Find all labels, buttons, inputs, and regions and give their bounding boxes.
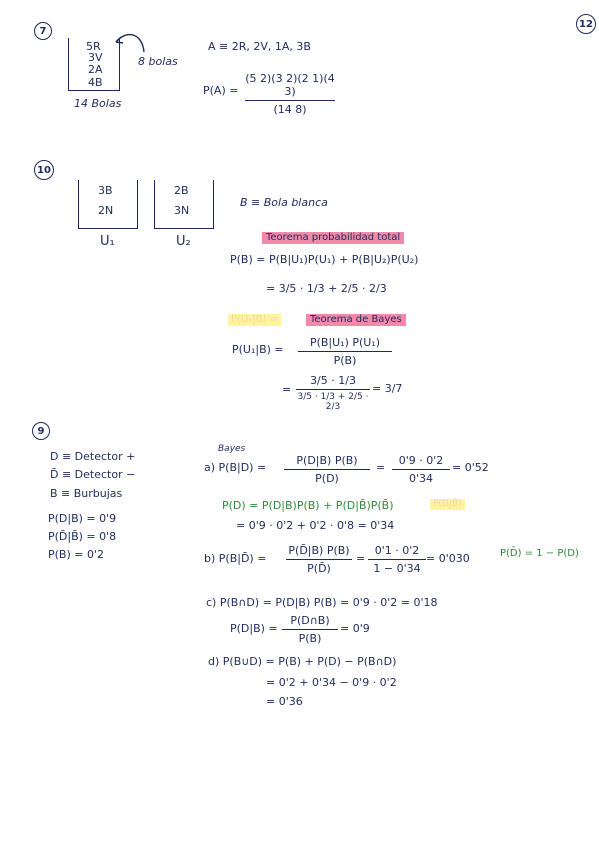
urn-label: U₂ [176, 234, 191, 249]
part-a-numeric-numerator: 0'9 · 0'2 [398, 454, 444, 467]
part-a-fraction [284, 454, 370, 485]
part-c-sub-left: P(D|B) = [230, 622, 278, 635]
part-c-numerator: P(D∩B) [290, 614, 330, 627]
bayes-numeric-fraction [296, 374, 370, 412]
pd-calculation: = 0'9 · 0'2 + 0'2 · 0'8 = 0'34 [236, 519, 395, 532]
pd-formula: P(D) = P(D|B)P(B) + P(D|B̄)P(B̄) [222, 499, 394, 512]
part-b-numeric-fraction [368, 544, 426, 575]
bayes-result: = 3/7 [372, 382, 403, 395]
part-a-left: a) P(B|D) = [204, 461, 267, 474]
given-value: P(D̄|B̄) = 0'8 [48, 530, 117, 543]
part-a-numeric-denominator: 0'34 [408, 472, 434, 485]
event-definition: A ≡ 2R, 2V, 1A, 3B [208, 40, 311, 53]
probability-fraction [245, 72, 335, 116]
fraction-bar [282, 629, 338, 630]
bayes-numeric-denominator: 3/5 · 1/3 + 2/5 · 2/3 [297, 392, 369, 412]
theorem-bayes: Teorema de Bayes [306, 314, 406, 326]
part-b-numerator: P(D̄|B) P(B) [288, 544, 350, 557]
bayes-numerator: P(B|U₁) P(U₁) [309, 336, 381, 349]
part-d-calc: = 0'2 + 0'34 − 0'9 · 0'2 [266, 676, 397, 689]
fraction-bar [392, 469, 450, 470]
part-c-denominator: P(B) [298, 632, 322, 645]
urn-label: U₁ [100, 234, 115, 249]
fraction-bar [284, 469, 370, 470]
problem-9-number [32, 422, 50, 440]
bayes-numeric-numerator: 3/5 · 1/3 [310, 374, 356, 387]
faded-formula: P(U₁|B) = [228, 314, 281, 326]
part-d-result: = 0'36 [266, 695, 303, 708]
formula-left: P(A) = [203, 84, 239, 97]
problem-10-number-text: 10 [37, 164, 51, 176]
fraction-bar [286, 559, 352, 560]
given-value: P(B) = 0'2 [48, 548, 104, 561]
problem-7-number [34, 22, 52, 40]
box-item: 4B [88, 76, 103, 89]
equals-sign: = [376, 461, 386, 474]
fraction-bar [298, 351, 392, 352]
ball-definition: B ≡ Bola blanca [240, 196, 328, 209]
part-c-fraction [282, 614, 338, 645]
part-b-denominator: P(D̄) [307, 562, 331, 575]
box-item: 5R [86, 40, 101, 53]
part-b-left: b) P(B|D̄) = [204, 552, 267, 565]
problem-10-number [34, 160, 54, 180]
part-a-numeric-fraction [392, 454, 450, 485]
urn-item: 3B [98, 184, 113, 197]
part-b-numeric-numerator: 0'1 · 0'2 [374, 544, 420, 557]
page-number-text: 12 [579, 18, 593, 30]
definition-line: D ≡ Detector + [50, 450, 136, 463]
equals-sign: = [356, 552, 366, 565]
complement-note: P(D̄) = 1 − P(D) [500, 548, 579, 559]
box-item: 2A [88, 63, 103, 76]
given-value: P(D|B) = 0'9 [48, 512, 117, 525]
total-probability-formula: P(B) = P(B|U₁)P(U₁) + P(B|U₂)P(U₂) [230, 253, 419, 266]
urn-item: 3N [174, 204, 190, 217]
urn-item: 2B [174, 184, 189, 197]
part-c-line: c) P(B∩D) = P(D|B) P(B) = 0'9 · 0'2 = 0'18 [206, 596, 438, 609]
problem-9-number-text: 9 [37, 425, 45, 437]
side-note: 8 bolas [138, 55, 178, 68]
part-b-numeric-denominator: 1 − 0'34 [373, 562, 421, 575]
part-b-result: = 0'030 [426, 552, 470, 565]
problem-7-number-text: 7 [39, 25, 47, 37]
pd-faded: P(D|B̄) [430, 499, 465, 510]
bottom-note: 14 Bolas [74, 97, 122, 110]
fraction-numerator: (5 2)(3 2)(2 1)(4 3) [245, 72, 335, 98]
fraction-bar [245, 100, 335, 101]
urn-item: 2N [98, 204, 114, 217]
total-probability-substitution: = 3/5 · 1/3 + 2/5 · 2/3 [266, 282, 387, 295]
theorem-total-probability: Teorema probabilidad total [262, 232, 404, 244]
part-a-result: = 0'52 [452, 461, 489, 474]
part-a-denominator: P(D) [315, 472, 339, 485]
bayes-left: P(U₁|B) = [232, 343, 284, 356]
box-item: 3V [88, 51, 103, 64]
definition-line: B ≡ Burbujas [50, 487, 123, 500]
part-c-result: = 0'9 [340, 622, 370, 635]
fraction-bar [296, 389, 370, 390]
bayes-note: Bayes [218, 444, 246, 454]
bayes-denominator: P(B) [333, 354, 357, 367]
page-number [576, 14, 596, 34]
fraction-bar [368, 559, 426, 560]
fraction-denominator: (14 8) [273, 103, 307, 116]
part-d-line: d) P(B∪D) = P(B) + P(D) − P(B∩D) [208, 655, 397, 668]
definition-line: D̄ ≡ Detector − [50, 468, 136, 481]
bayes-fraction [298, 336, 392, 367]
equals-sign: = [282, 383, 292, 396]
part-a-numerator: P(D|B) P(B) [296, 454, 358, 467]
part-b-fraction [286, 544, 352, 575]
